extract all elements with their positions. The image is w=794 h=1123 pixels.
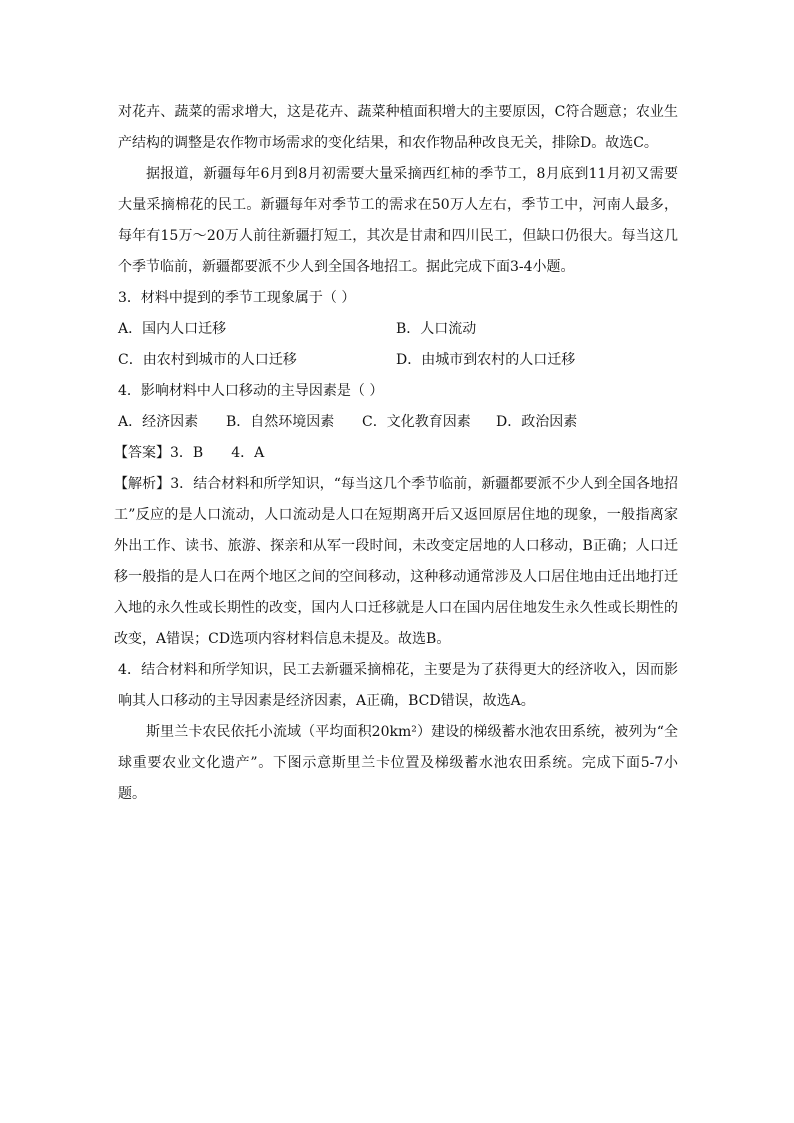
option-3b: B．人口流动 xyxy=(396,321,477,337)
option-3c: C．由农村到城市的人口迁移 xyxy=(118,352,297,368)
answer-tag: 【答案】 xyxy=(114,445,170,461)
question-3-options-row-1 xyxy=(118,314,678,345)
option-4d: D．政治因素 xyxy=(496,414,578,430)
question-3-options-row-2 xyxy=(118,345,678,376)
option-3a: A．国内人口迁移 xyxy=(118,321,227,337)
question-4-options xyxy=(118,407,678,438)
option-4c: C．文化教育因素 xyxy=(362,414,471,430)
option-4a: A．经济因素 xyxy=(118,414,199,430)
answer-4: 4．A xyxy=(231,445,265,461)
analysis-3 xyxy=(114,469,678,655)
answer-3: 3．B xyxy=(170,445,204,461)
option-4b: B．自然环境因素 xyxy=(226,414,335,430)
paragraph-continuation: 对花卉、蔬菜的需求增大，这是花卉、蔬菜种植面积增大的主要原因，C符合题意；农业生产结构的调整是农作物市场需求的变化结果，和农作物品种改良无关，排除D。故选C。 xyxy=(118,104,678,151)
question-3-stem: 3．材料中提到的季节工现象属于（ ） xyxy=(118,290,356,306)
question-4-stem: 4．影响材料中人口移动的主导因素是（ ） xyxy=(118,383,384,399)
answer-line xyxy=(114,438,678,469)
next-material-paragraph: 斯里兰卡农民依托小流域（平均面积20km²）建设的梯级蓄水池农田系统，被列为“全球重要农业文化遗产”。下图示意斯里兰卡位置及梯级蓄水池农田系统。完成下面5-7小题。 xyxy=(118,724,678,802)
document-content xyxy=(114,97,679,810)
material-paragraph: 据报道，新疆每年6月到8月初需要大量采摘西红柿的季节工，8月底到11月初又需要大量采摘棉花的民工。新疆每年对季节工的需求在50万人左右，季节工中，河南人最多，每年有15万～20万人前往新疆打短工，其次是甘肃和四川民工，但缺口仍很大。每当这几个季节临前，新疆都要派不少人到全国各地招工。据此完成下面3-4小题。 xyxy=(118,166,678,275)
analysis-4: 4．结合材料和所学知识，民工去新疆采摘棉花，主要是为了获得更大的经济收入，因而影响其人口移动的主导因素是经济因素，A正确，BCD错误，故选A。 xyxy=(118,662,678,709)
analysis-3-text: 3．结合材料和所学知识，“每当这几个季节临前，新疆都要派不少人到全国各地招工”反应的是人口流动，人口流动是人口在短期离开后又返回原居住地的现象，一般指离家外出工作、读书、旅游、探亲和从军一段时间，未改变定居地的人口移动，B正确；人口迁移一般指的是人口在两个地区之间的空间移动，这种移动通常涉及人口居住地由迁出地打迁入地的永久性或长期性的改变，国内人口迁移就是人口在国内居住地发生永久性或长期性的改变，A错误；CD选项内容材料信息未提及。故选B。 xyxy=(114,476,679,647)
option-3d: D．由城市到农村的人口迁移 xyxy=(396,352,576,368)
analysis-tag: 【解析】 xyxy=(114,476,171,492)
